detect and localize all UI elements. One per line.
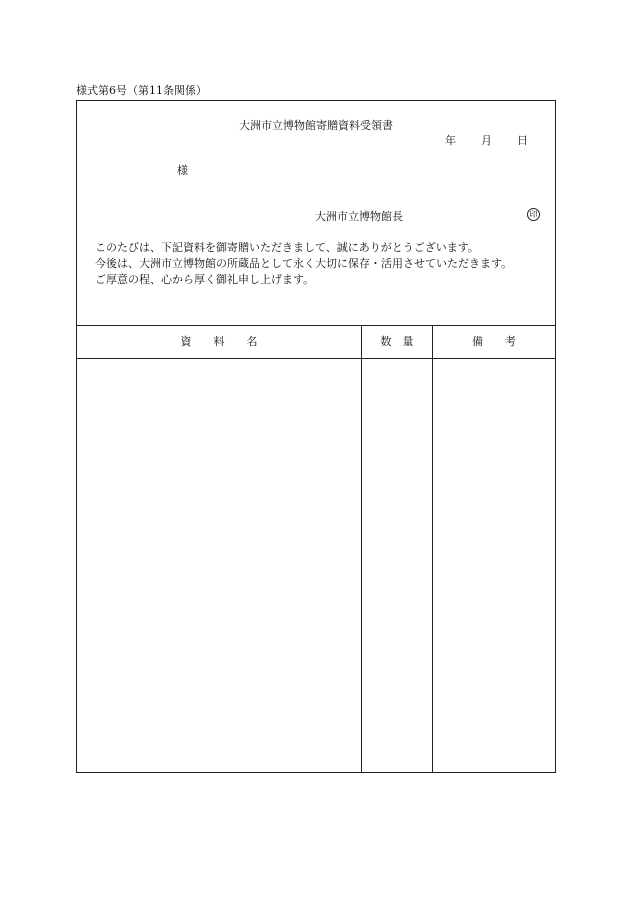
remarks-column-body[interactable]: [433, 359, 555, 771]
item-name-column-body[interactable]: [77, 359, 361, 771]
issuer-name: 大洲市立博物館長: [315, 210, 403, 223]
quantity-column-body[interactable]: [362, 359, 432, 771]
column-header-remarks: 備 考: [472, 335, 516, 348]
receipt-form: [76, 100, 556, 773]
date-month-label: 月: [481, 134, 492, 147]
message-line-1: このたびは、下記資料を御寄贈いただきまして、誠にありがとうございます。: [95, 241, 479, 254]
form-number-label: 様式第6号（第11条関係）: [76, 84, 207, 97]
column-header-quantity: 数 量: [380, 335, 414, 348]
column-header-item-name: 資 料 名: [180, 335, 258, 348]
message-line-3: ご厚意の程、心から厚く御礼申し上げます。: [95, 273, 315, 286]
date-day-label: 日: [517, 134, 528, 147]
seal-mark-icon: 印: [527, 208, 540, 221]
document-title: 大洲市立博物館寄贈資料受領書: [239, 119, 393, 132]
message-line-2: 今後は、大洲市立博物館の所蔵品として永く大切に保存・活用させていただきます。: [95, 257, 513, 270]
addressee-suffix: 様: [177, 164, 188, 177]
date-year-label: 年: [445, 134, 456, 147]
